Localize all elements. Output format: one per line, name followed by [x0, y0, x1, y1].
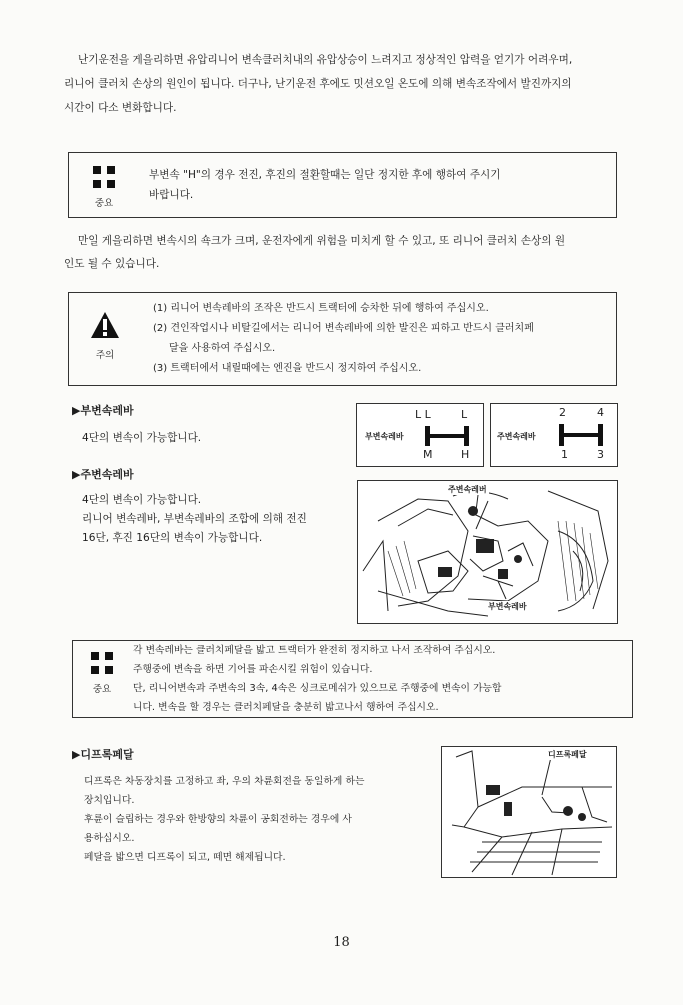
caution-label: 주의	[95, 350, 115, 361]
notice2-line-4: 니다. 변속을 할 경우는 클러치페달을 충분히 밟고나서 행하여 주십시오.	[133, 702, 439, 713]
main-lever-pos-1: 1	[561, 448, 568, 461]
caution-item-1: (1) 리니어 변속레바의 조작은 반드시 트랙터에 승차한 뒤에 행하여 주십시오.	[153, 303, 489, 314]
diff-lock-callout: 디프록페달	[548, 750, 587, 759]
diff-line-3: 후륜이 슬립하는 경우와 한방향의 차륜이 공회전하는 경우에 사	[84, 814, 352, 825]
sub-lever-callout: 부변속레바	[488, 602, 527, 611]
main-lever-pos-4: 4	[597, 406, 604, 419]
caution-box	[68, 292, 617, 386]
diff-lock-pedal-figure	[441, 746, 617, 878]
notice1-line-2: 바랍니다.	[149, 189, 194, 201]
main-lever-pos-3: 3	[597, 448, 604, 461]
notice2-line-3: 단, 리니어변속과 주변속의 3속, 4속은 싱크로메쉬가 있으므로 주행중에 변속이 가능합	[133, 683, 502, 694]
main-lever-line-3: 16단, 후진 16단의 변속이 가능합니다.	[82, 532, 263, 544]
caution-item-2a: (2) 견인작업시나 비탈길에서는 리니어 변속레바에 의한 발진은 피하고 반드시 클러치페	[153, 323, 534, 334]
sub-lever-text: 4단의 변속이 가능합니다.	[82, 432, 202, 444]
main-lever-callout: 주변속레버	[448, 485, 487, 494]
intro-line-2: 리니어 클러치 손상의 원인이 됩니다. 더구나, 난기운전 후에도 밋션오일 온도에 의해 변속조작에서 발진까지의	[64, 78, 572, 90]
important-notice-1	[68, 152, 617, 218]
important-notice-2	[72, 640, 633, 718]
important-label-2: 중요	[92, 684, 112, 695]
main-lever-line-1: 4단의 변속이 가능합니다.	[82, 494, 202, 506]
intro-line-3: 시간이 다소 변화합니다.	[64, 102, 177, 114]
caution-item-2b: 달을 사용하여 주십시오.	[169, 343, 276, 354]
page-number: 18	[333, 935, 350, 950]
sub-lever-pos-ll: L L	[415, 408, 431, 421]
diff-line-5: 페달을 밟으면 디프록이 되고, 떼면 해제됩니다.	[84, 852, 286, 863]
main-lever-diagram-label: 주변속레바	[497, 432, 536, 441]
diff-line-1: 디프록은 차동장치를 고정하고 좌, 우의 차륜회전을 동일하게 하는	[84, 776, 365, 787]
sub-lever-diagram-label: 부변속레바	[365, 432, 404, 441]
main-lever-line-2: 리니어 변속레바, 부변속레바의 조합에 의해 전진	[82, 513, 307, 525]
para2-line-2: 인도 될 수 있습니다.	[64, 258, 160, 270]
warning-triangle-icon	[90, 311, 120, 339]
para2-line-1: 만일 게을리하면 변속시의 쇽크가 크며, 운전자에게 위험을 미치게 할 수 있고, 또 리니어 클러치 손상의 원	[78, 235, 566, 247]
sub-lever-pos-h: H	[461, 448, 470, 461]
diff-lock-heading: ▶디프록페달	[72, 748, 134, 761]
sub-lever-diagram	[356, 403, 484, 467]
caution-item-3: (3) 트랙터에서 내릴때에는 엔진을 반드시 정지하여 주십시오.	[153, 363, 422, 374]
gear-shift-pattern-icon	[557, 424, 605, 446]
tractor-cockpit-figure	[357, 480, 618, 624]
diff-line-4: 용하십시오.	[84, 833, 135, 844]
notice2-line-2: 주행중에 변속을 하면 기어를 파손시킬 위험이 있습니다.	[133, 664, 373, 675]
main-lever-diagram	[490, 403, 618, 467]
sub-lever-heading: ▶부변속레바	[72, 404, 134, 417]
notice1-line-1: 부변속 "H"의 경우 전진, 후진의 절환할때는 일단 정지한 후에 행하여 주시기	[149, 169, 501, 181]
sub-lever-pos-l: L	[461, 408, 468, 421]
main-lever-heading: ▶주변속레바	[72, 468, 134, 481]
important-icon	[89, 165, 119, 189]
gear-shift-pattern-icon	[423, 426, 471, 446]
notice2-line-1: 각 변속레바는 클러치페달을 밟고 트랙터가 완전히 정지하고 나서 조작하여 주십시오.	[133, 645, 496, 656]
intro-line-1: 난기운전을 게을리하면 유압리니어 변속클러치내의 유압상승이 느려지고 정상적인 압력을 얻기가 어려우며,	[78, 54, 573, 66]
important-icon	[87, 651, 117, 675]
diff-line-2: 장치입니다.	[84, 795, 135, 806]
diff-lock-pedal-illustration	[442, 747, 616, 877]
main-lever-pos-2: 2	[559, 406, 566, 419]
important-label: 중요	[94, 198, 114, 209]
sub-lever-pos-m: M	[423, 448, 433, 461]
